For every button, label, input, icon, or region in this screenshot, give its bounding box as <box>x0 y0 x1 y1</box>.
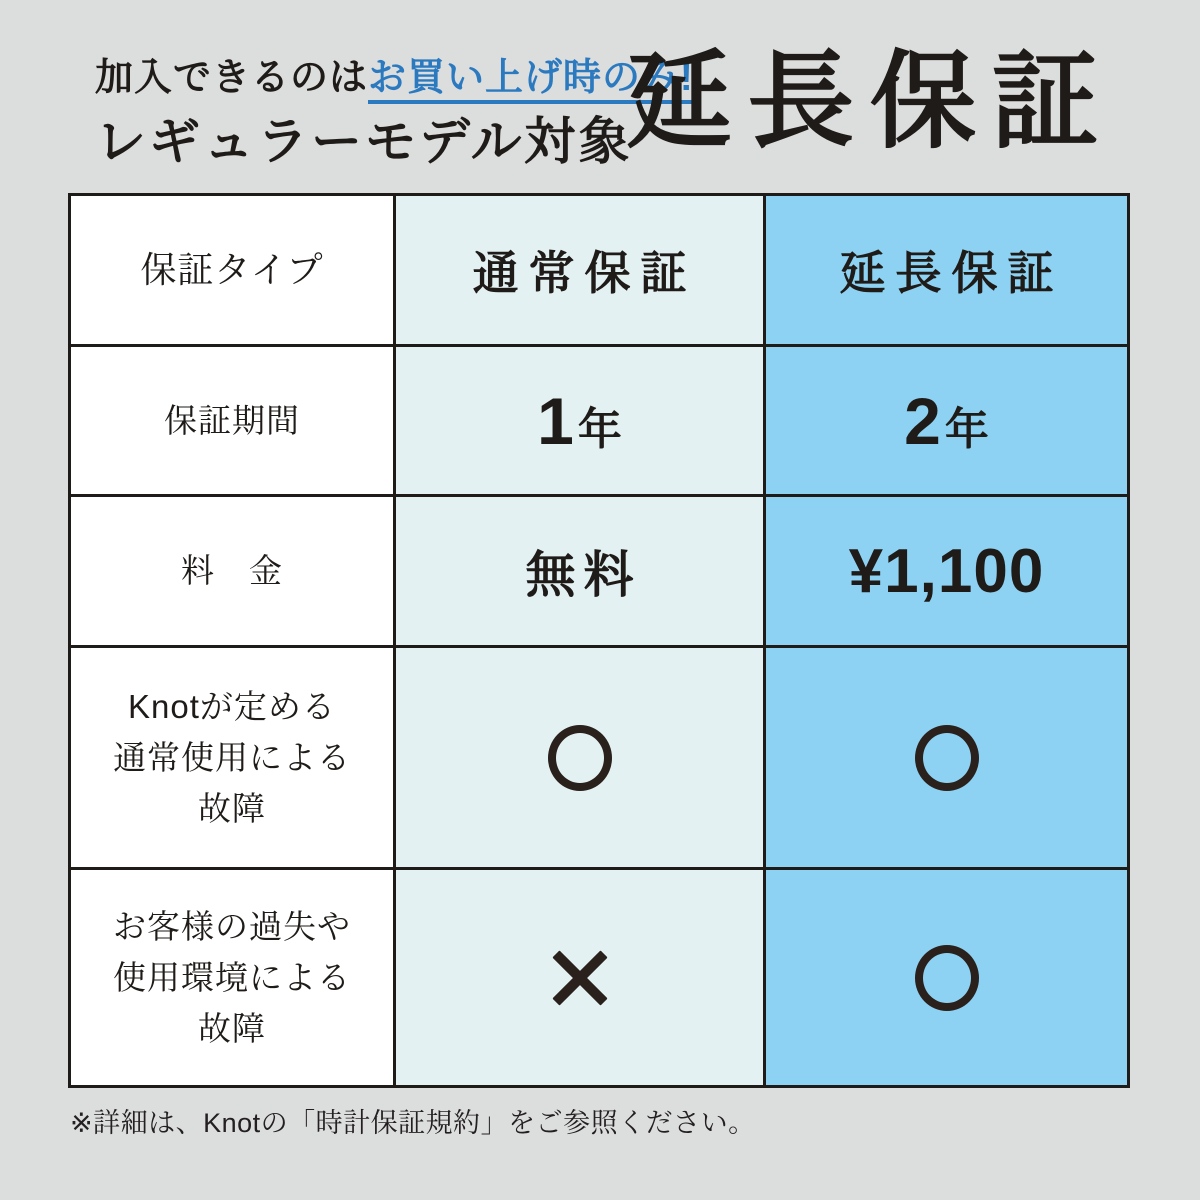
cell-normal-fee: 無料 <box>396 497 766 648</box>
table-header-warranty-type: 保証タイプ <box>71 196 396 347</box>
label-line: 通常使用による <box>113 738 351 776</box>
cell-normal-period <box>396 347 766 497</box>
extended-period-unit: 年 <box>944 404 989 454</box>
cell-extended-normal-use-failure <box>766 648 1127 870</box>
circle-mark-icon <box>915 725 979 791</box>
normal-period-unit: 年 <box>577 404 622 454</box>
cell-extended-customer-fault-failure <box>766 870 1127 1085</box>
header <box>95 56 694 172</box>
extended-period-value: 2 <box>904 383 941 458</box>
cross-mark-icon <box>554 952 606 1004</box>
page-title: 延長保証 <box>626 43 1114 161</box>
normal-period-value: 1 <box>537 383 574 458</box>
cell-extended-fee: ¥1,100 <box>766 497 1127 648</box>
label-line: お客様の過失や <box>113 907 351 945</box>
header-line1-black: 加入できるのは <box>95 57 369 99</box>
table-header-extended-warranty: 延長保証 <box>766 196 1127 347</box>
header-line1-blue-underlined: お買い上げ時のみ! <box>368 57 694 104</box>
table-header-normal-warranty: 通常保証 <box>396 196 766 347</box>
header-line2: レギュラーモデル対象 <box>95 112 633 170</box>
warranty-table <box>68 193 1130 1088</box>
cell-extended-period <box>766 347 1127 497</box>
circle-mark-icon <box>548 725 612 791</box>
circle-mark-icon <box>915 945 979 1011</box>
label-line: 使用環境による <box>113 958 351 996</box>
cell-normal-customer-fault-failure <box>396 870 766 1085</box>
label-line: 故障 <box>198 790 266 828</box>
row-label-fee: 料 金 <box>71 497 396 648</box>
row-label-warranty-period: 保証期間 <box>71 347 396 497</box>
footnote: ※詳細は、Knotの「時計保証規約」をご参照ください。 <box>70 1108 756 1138</box>
row-label-normal-use-failure <box>71 648 396 870</box>
row-label-customer-fault-failure <box>71 870 396 1085</box>
label-line: Knotが定める <box>128 687 336 725</box>
label-line: 故障 <box>198 1010 266 1048</box>
cell-normal-normal-use-failure <box>396 648 766 870</box>
header-line1 <box>95 56 694 102</box>
